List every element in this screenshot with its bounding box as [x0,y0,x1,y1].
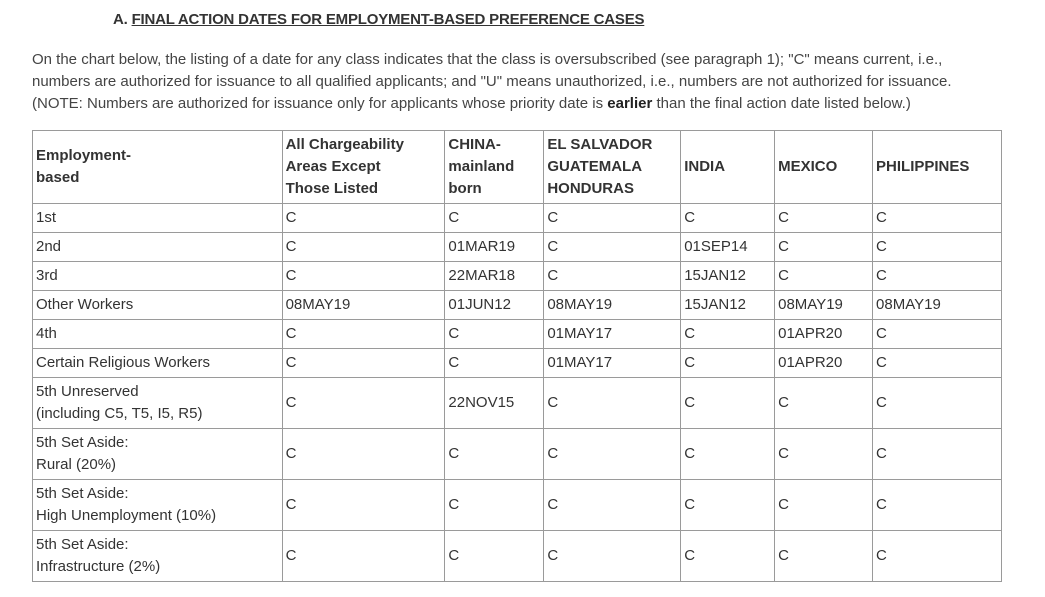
date-cell: C [873,480,1002,531]
table-row [33,480,1002,531]
header-line: GUATEMALA [547,158,643,175]
date-cell: C [282,531,445,582]
date-cell: C [445,349,544,378]
date-cell: C [544,204,681,233]
date-cell: C [775,233,873,262]
date-cell: C [282,320,445,349]
table-row [33,204,1002,233]
date-cell: C [775,262,873,291]
row-label [33,429,283,480]
date-cell: C [775,429,873,480]
row-label-line: (including C5, T5, I5, R5) [36,405,203,422]
date-cell: 15JAN12 [681,262,775,291]
row-label [33,233,283,262]
header-line: EL SALVADOR [547,136,653,153]
header-line: Areas Except [285,158,381,175]
date-cell: C [445,480,544,531]
date-cell: 01MAY17 [544,320,681,349]
date-cell: C [282,480,445,531]
final-action-dates-table [32,130,1002,582]
intro-paragraph [32,49,997,115]
date-cell: C [282,349,445,378]
header-line: MEXICO [778,158,838,175]
header-line: All Chargeability [285,136,404,153]
date-cell: C [681,320,775,349]
date-cell: 01SEP14 [681,233,775,262]
header-mexico [775,131,873,204]
date-cell: C [282,378,445,429]
date-cell: C [544,262,681,291]
header-all-chargeability [282,131,445,204]
intro-text-end: than the final action date listed below.) [652,95,911,112]
row-label [33,378,283,429]
date-cell: C [681,429,775,480]
date-cell: C [681,204,775,233]
row-label [33,204,283,233]
header-line: INDIA [684,158,726,175]
date-cell: C [775,204,873,233]
row-label-line: 5th Set Aside: [36,536,129,553]
table-body [33,204,1002,582]
header-line: Those Listed [285,180,379,197]
row-label-line: Rural (20%) [36,456,117,473]
row-label-line: High Unemployment (10%) [36,507,217,524]
row-label-line: 3rd [36,267,58,284]
table-row [33,429,1002,480]
date-cell: C [873,429,1002,480]
section-letter: A. [113,11,128,28]
section-heading [113,11,644,28]
date-cell: 08MAY19 [282,291,445,320]
date-cell: C [873,378,1002,429]
row-label-line: 2nd [36,238,62,255]
date-cell: C [775,531,873,582]
table-header-row [33,131,1002,204]
date-cell: C [282,233,445,262]
date-cell: C [282,429,445,480]
date-cell: C [775,480,873,531]
date-cell: C [775,378,873,429]
table-row [33,291,1002,320]
table-row [33,531,1002,582]
row-label-line: Infrastructure (2%) [36,558,161,575]
date-cell: 08MAY19 [775,291,873,320]
date-cell: C [282,204,445,233]
date-cell: 08MAY19 [873,291,1002,320]
header-philippines [873,131,1002,204]
row-label-line: 1st [36,209,57,226]
row-label [33,320,283,349]
row-label [33,262,283,291]
row-label-line: 5th Set Aside: [36,485,129,502]
intro-bold-word: earlier [607,95,653,112]
date-cell: C [445,204,544,233]
header-line: PHILIPPINES [876,158,970,175]
table-row [33,320,1002,349]
date-cell: 22MAR18 [445,262,544,291]
row-label-line: Certain Religious Workers [36,354,210,371]
date-cell: C [445,531,544,582]
header-india [681,131,775,204]
date-cell: 01APR20 [775,349,873,378]
row-label-line: 4th [36,325,57,342]
date-cell: C [681,349,775,378]
table-row [33,262,1002,291]
date-cell: C [681,531,775,582]
date-cell: 01JUN12 [445,291,544,320]
date-cell: C [544,378,681,429]
header-line: based [36,169,80,186]
date-cell: C [282,262,445,291]
date-cell: C [873,320,1002,349]
date-cell: 01APR20 [775,320,873,349]
row-label [33,531,283,582]
row-label [33,349,283,378]
header-employment-based [33,131,283,204]
date-cell: C [544,531,681,582]
header-line: Employment- [36,147,132,164]
header-line: CHINA- [448,136,501,153]
header-el-salvador-guatemala-honduras [544,131,681,204]
row-label-line: 5th Set Aside: [36,434,129,451]
date-cell: C [544,429,681,480]
date-cell: 15JAN12 [681,291,775,320]
date-cell: C [544,480,681,531]
date-cell: C [681,480,775,531]
date-cell: C [873,204,1002,233]
header-china [445,131,544,204]
table-row [33,349,1002,378]
row-label [33,291,283,320]
date-cell: 22NOV15 [445,378,544,429]
date-cell: C [544,233,681,262]
table-row [33,378,1002,429]
row-label-line: Other Workers [36,296,134,313]
row-label [33,480,283,531]
date-cell: 08MAY19 [544,291,681,320]
date-cell: C [873,233,1002,262]
date-cell: C [873,349,1002,378]
date-cell: C [445,320,544,349]
date-cell: C [445,429,544,480]
date-cell: 01MAR19 [445,233,544,262]
date-cell: 01MAY17 [544,349,681,378]
date-cell: C [681,378,775,429]
date-cell: C [873,531,1002,582]
table-row [33,233,1002,262]
row-label-line: 5th Unreserved [36,383,139,400]
date-cell: C [873,262,1002,291]
header-line: born [448,180,482,197]
header-line: mainland [448,158,515,175]
section-title: FINAL ACTION DATES FOR EMPLOYMENT-BASED PREFERENCE CASES [131,11,645,28]
intro-text: On the chart below, the listing of a date for any class indicates that the class is oversubscribed (see paragraph 1); "C" means current, i.e., numbers are authorized for issuance to all qualified applicants; and "U" means unauthorized, i.e., numbers are not authorized for issuance. (NOTE: Numbers are authorized for issuance only for applicants whose priority date is [32,51,952,112]
header-line: HONDURAS [547,180,634,197]
